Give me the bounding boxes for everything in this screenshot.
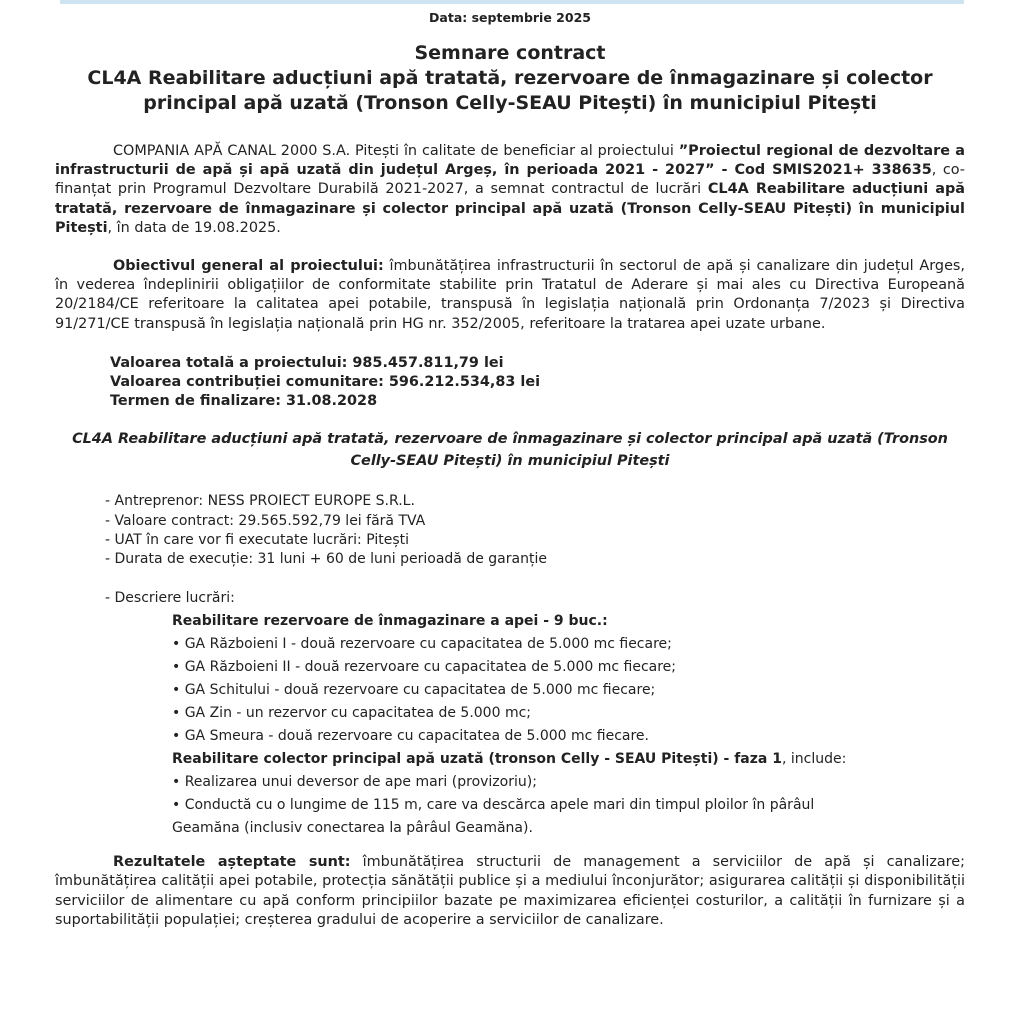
list-item: • GA Schitului - două rezervoare cu capacitatea de 5.000 mc fiecare; (172, 682, 656, 699)
intro-paragraph (55, 142, 965, 238)
detail-item: - UAT în care vor fi executate lucrări: Pitești (105, 531, 410, 548)
objective-label: Obiectivul general al proiectului: (113, 258, 384, 275)
list-item-continuation: Geamăna (inclusiv conectarea la pârâul Geamăna). (172, 820, 533, 837)
contract-name: CL4A Reabilitare aducțiuni apă tratată, rezervoare de înmagazinare și colector principal apă uzată (Tronson Celly-SEAU Pitești) în municipiul Pitești (55, 181, 966, 236)
results-paragraph (55, 853, 965, 930)
project-name: ”Proiectul regional de dezvoltare a infrastructurii de apă și apă uzată din județul Argeș, în perioada 2021 - 2027” - Cod SMIS2021+ 338635 (55, 143, 965, 179)
intro-text-3: , în data de 19.08.2025. (107, 219, 281, 236)
works-label: - Descriere lucrări: (105, 590, 235, 607)
detail-item: - Durata de execuție: 31 luni + 60 de luni perioadă de garanție (105, 551, 547, 568)
contract-details (55, 492, 965, 569)
results-label: Rezultatele așteptate sunt: (113, 854, 351, 871)
section-title-collector (105, 748, 965, 771)
section-title-text: Reabilitare rezervoare de înmagazinare a apei - 9 buc.: (172, 613, 608, 630)
project-values (55, 354, 965, 412)
document-page (55, 0, 965, 930)
objective-paragraph (55, 257, 965, 334)
list-item: • GA Războieni I - două rezervoare cu capacitatea de 5.000 mc fiecare; (172, 636, 672, 653)
section-title-reservoirs (105, 610, 965, 633)
total-value: Valoarea totală a proiectului: 985.457.811,79 lei (110, 354, 504, 371)
works-description (55, 587, 965, 840)
community-contribution: Valoarea contribuției comunitare: 596.212.534,83 lei (110, 374, 541, 391)
document-date: Data: septembrie 2025 (429, 10, 591, 25)
page-title: Semnare contract (414, 42, 606, 64)
list-item: • GA Războieni II - două rezervoare cu capacitatea de 5.000 mc fiecare; (172, 659, 676, 676)
objective-text: îmbunătățirea infrastructurii în sectorul de apă și canalizare din județul Arges, în vederea îndeplinirii obligațiilor de conformitate stabilite prin Tratatul de Aderare și mai ales cu Directiva Europeană 20/2184/CE referitoare la calitatea apei potabile, transpusă în legislația națională prin Ordonanța 7/2023 și Directiva 91/271/CE transpusă în legislația națională prin HG nr. 352/2005, referitoare la tratarea apei uzate urbane. (55, 258, 965, 332)
deadline: Termen de finalizare: 31.08.2028 (110, 393, 378, 410)
list-item: • Realizarea unui deversor de ape mari (provizoriu); (172, 774, 537, 791)
contract-subtitle: CL4A Reabilitare aducțiuni apă tratată, rezervoare de înmagazinare și colector principal apă uzată (Tronson Celly-SEAU Pitești) în municipiul Pitești (72, 431, 948, 470)
intro-text-2: , co-finanțat prin Programul Dezvoltare Durabilă 2021-2027, a semnat contractul de lucrări (55, 162, 965, 198)
contract-heading: CL4A Reabilitare aducțiuni apă tratată, rezervoare de înmagazinare și colector principal apă uzată (Tronson Celly-SEAU Pitești) în municipiul Pitești (87, 67, 933, 114)
detail-item: - Antreprenor: NESS PROIECT EUROPE S.R.L. (105, 493, 415, 510)
list-item: • GA Zin - un rezervor cu capacitatea de 5.000 mc; (172, 705, 532, 722)
section-title-suffix: , include: (781, 751, 847, 768)
intro-text-1: COMPANIA APĂ CANAL 2000 S.A. Pitești în calitate de beneficiar al proiectului (113, 143, 679, 159)
list-item: • Conductă cu o lungime de 115 m, care va descărca apele mari din timpul ploilor în pârâul (172, 797, 815, 814)
list-item: • GA Smeura - două rezervoare cu capacitatea de 5.000 mc fiecare. (172, 728, 649, 745)
detail-item: - Valoare contract: 29.565.592,79 lei fără TVA (105, 512, 426, 529)
section-title-text: Reabilitare colector principal apă uzată (tronson Celly - SEAU Pitești) - faza 1 (172, 751, 782, 768)
results-text: îmbunătățirea structurii de management a serviciilor de apă și canalizare; îmbunătățirea calității apei potabile, protecția sănătății publice și a mediului înconjurător; asigurarea calității și disponibilității serviciilor de alimentare cu apă conform principiilor bazate pe maximizarea eficienței costurilor, a calității în furnizare și a suportabilității populației; creșterea gradului de acoperire a serviciilor de canalizare. (55, 854, 965, 928)
